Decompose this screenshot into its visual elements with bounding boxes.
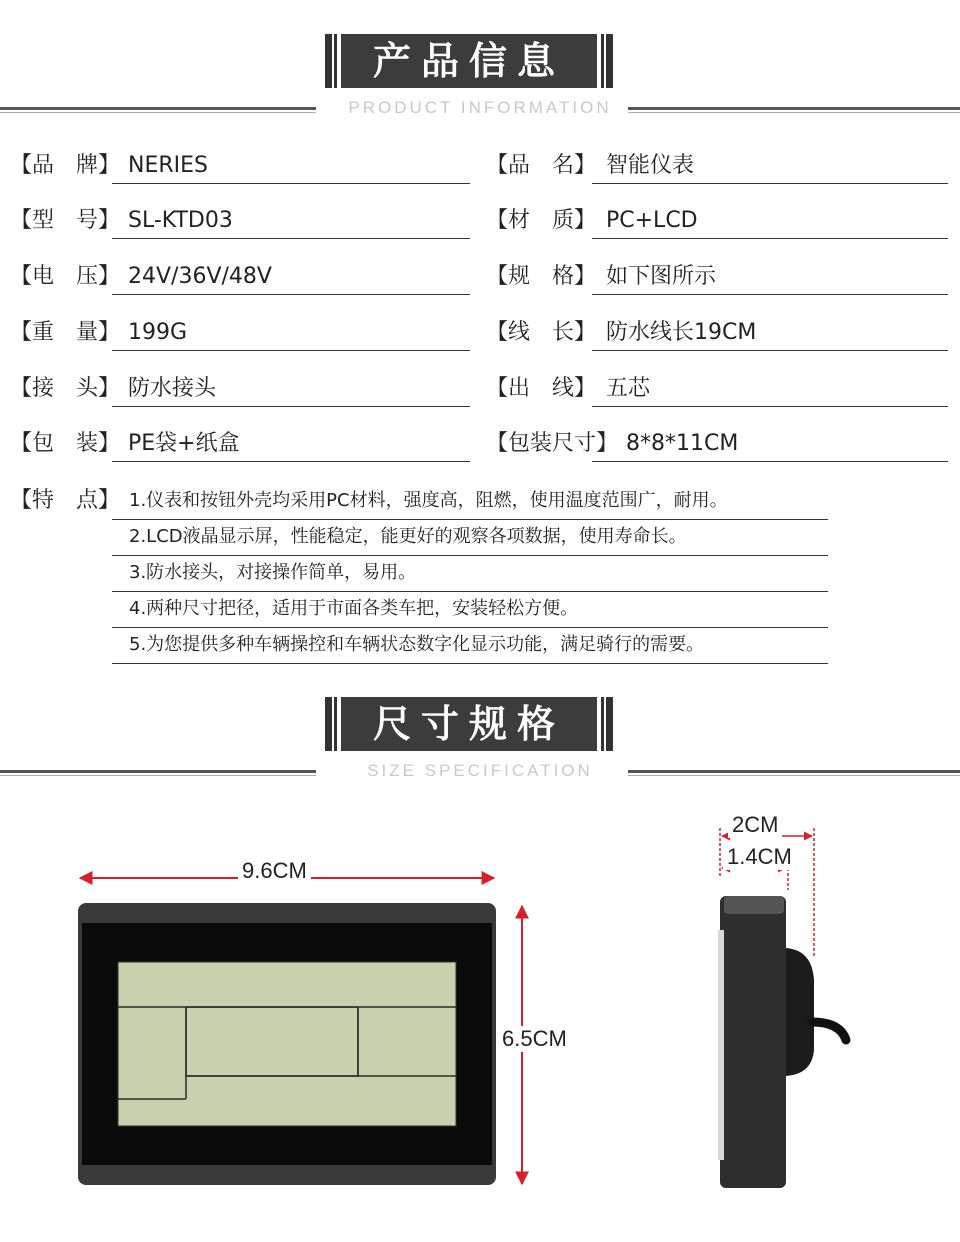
feature-item xyxy=(112,485,828,521)
banner-bar-left xyxy=(325,34,332,88)
feature-item xyxy=(112,557,828,593)
spec-outlet xyxy=(486,371,948,411)
spec-value: 防水线长19CM xyxy=(606,320,757,345)
side-body xyxy=(720,896,786,1188)
mount-bracket xyxy=(786,948,814,1076)
spec-brand xyxy=(10,148,470,188)
spec-label: 【包装尺寸】 xyxy=(486,431,619,456)
spec-connector xyxy=(10,371,470,411)
spec-label: 【品 牌】 xyxy=(10,153,121,178)
spec-label: 【型 号】 xyxy=(10,208,121,233)
feature-item xyxy=(112,521,828,557)
spec-label: 【包 装】 xyxy=(10,431,121,456)
banner-bar-left-thin xyxy=(334,697,337,751)
underline xyxy=(112,238,470,239)
underline xyxy=(112,350,470,351)
underline xyxy=(112,294,470,295)
spec-voltage xyxy=(10,259,470,299)
underline xyxy=(592,238,948,239)
spec-value: SL-KTD03 xyxy=(128,208,233,233)
spec-value: PE袋+纸盒 xyxy=(128,431,240,456)
underline xyxy=(112,183,470,184)
spec-label: 【材 质】 xyxy=(486,208,597,233)
spec-value: 智能仪表 xyxy=(606,153,695,178)
feature-item xyxy=(112,593,828,629)
width-label: 9.6CM xyxy=(238,858,311,884)
banner-bar-right-thin xyxy=(601,697,604,751)
spec-value: PC+LCD xyxy=(606,208,698,233)
spec-weight xyxy=(10,315,470,355)
spec-label: 【规 格】 xyxy=(486,264,597,289)
underline xyxy=(592,294,948,295)
feature-text: 5.为您提供多种车辆操控和车辆状态数字化显示功能，满足骑行的需要。 xyxy=(129,634,705,655)
underline xyxy=(112,627,828,628)
underline xyxy=(112,519,828,520)
section-banner-info xyxy=(0,34,960,134)
side-face-edge xyxy=(718,930,724,1160)
spec-value: 199G xyxy=(128,320,188,345)
spec-pack-size xyxy=(486,426,948,466)
banner-bar-left xyxy=(325,697,332,751)
banner-bar-right xyxy=(606,34,613,88)
banner-bar-right xyxy=(606,697,613,751)
section-title: 产品信息 xyxy=(341,34,597,88)
section-subtitle: PRODUCT INFORMATION xyxy=(348,98,612,117)
banner-bar-right-thin xyxy=(601,34,604,88)
spec-spec xyxy=(486,259,948,299)
spec-label: 【出 线】 xyxy=(486,376,597,401)
spec-label: 【电 压】 xyxy=(10,264,121,289)
feature-text: 3.防水接头，对接操作简单，易用。 xyxy=(129,562,417,583)
banner-bar-left-thin xyxy=(334,34,337,88)
height-label: 6.5CM xyxy=(498,1026,571,1052)
underline xyxy=(592,183,948,184)
side-top-edge xyxy=(724,896,784,914)
features-label: 【特 点】 xyxy=(10,488,121,513)
feature-text: 4.两种尺寸把径，适用于市面各类车把，安装轻松方便。 xyxy=(129,598,579,619)
spec-label: 【重 量】 xyxy=(10,320,121,345)
underline xyxy=(112,461,470,462)
feature-text: 2.LCD液晶显示屏，性能稳定，能更好的观察各项数据，使用寿命长。 xyxy=(129,526,687,547)
spec-model xyxy=(10,203,470,243)
depth-body-label: 1.4CM xyxy=(723,844,796,870)
section-banner-size xyxy=(0,697,960,797)
spec-value: 五芯 xyxy=(606,376,651,401)
spec-name xyxy=(486,148,948,188)
underline xyxy=(112,555,828,556)
spec-material xyxy=(486,203,948,243)
spec-package xyxy=(10,426,470,466)
spec-value: 防水接头 xyxy=(128,376,217,401)
underline xyxy=(592,461,948,462)
spec-value: NERIES xyxy=(128,153,208,178)
underline xyxy=(592,350,948,351)
spec-label: 【品 名】 xyxy=(486,153,597,178)
lcd-screen xyxy=(118,962,456,1126)
spec-label: 【线 长】 xyxy=(486,320,597,345)
underline xyxy=(112,591,828,592)
section-subtitle: SIZE SPECIFICATION xyxy=(367,761,593,780)
spec-cable xyxy=(486,315,948,355)
feature-text: 1.仪表和按钮外壳均采用PC材料，强度高，阻燃，使用温度范围广，耐用。 xyxy=(129,490,728,511)
spec-label: 【接 头】 xyxy=(10,376,121,401)
feature-item xyxy=(112,629,828,665)
spec-value: 8*8*11CM xyxy=(626,431,739,456)
section-title: 尺寸规格 xyxy=(341,697,597,751)
underline xyxy=(592,406,948,407)
cable xyxy=(812,1022,846,1040)
spec-value: 如下图所示 xyxy=(606,264,717,289)
underline xyxy=(112,406,470,407)
depth-total-label: 2CM xyxy=(728,812,782,838)
underline xyxy=(112,663,828,664)
spec-value: 24V/36V/48V xyxy=(128,264,272,289)
